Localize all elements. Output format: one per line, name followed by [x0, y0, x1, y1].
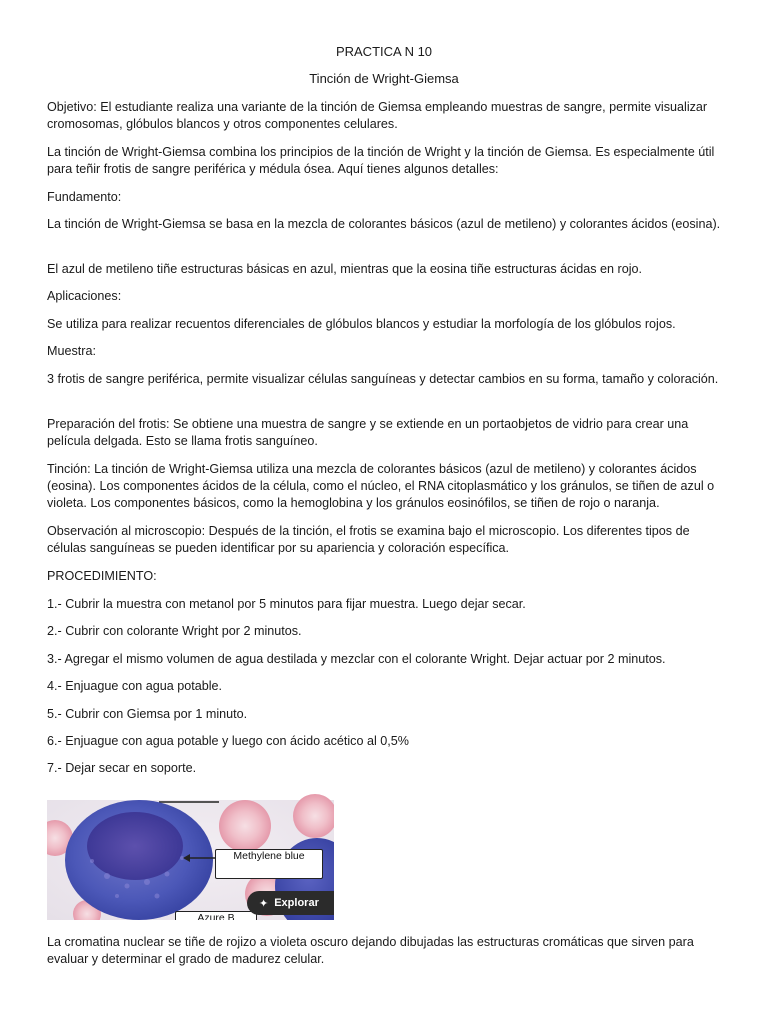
step-2: 2.- Cubrir con colorante Wright por 2 minutos.	[47, 624, 302, 638]
paragraph-fundamento: La tinción de Wright-Giemsa se basa en la mezcla de colorantes básicos (azul de metileno) y colorantes ácidos (eosina).	[47, 217, 721, 231]
step-5: 5.- Cubrir con Giemsa por 1 minuto.	[47, 707, 248, 721]
paragraph-observacion: Observación al microscopio: Después de la tinción, el frotis se examina bajo el microscopio. Los diferentes tipos de células sanguíneas se pueden identificar por su apariencia y coloración específica.	[47, 524, 690, 555]
step-3: 3.- Agregar el mismo volumen de agua destilada y mezclar con el colorante Wright. Dejar actuar por 2 minutos.	[47, 652, 666, 666]
document-subtitle: Tinción de Wright-Giemsa	[309, 71, 459, 86]
heading-fundamento: Fundamento:	[47, 190, 122, 204]
heading-muestra: Muestra:	[47, 344, 96, 358]
sparkle-icon: ✦	[259, 897, 269, 910]
paragraph-objetivo: Objetivo: El estudiante realiza una variante de la tinción de Giemsa empleando muestras de sangre, permite visualizar cromosomas, glóbulos blancos y otros componentes celulares.	[47, 100, 708, 131]
paragraph-tincion: Tinción: La tinción de Wright-Giemsa utiliza una mezcla de colorantes básicos (azul de metileno) y colorantes ácidos (eosina). Los componentes ácidos de la célula, como el núcleo, el RNA citoplasmático y los gránulos, se tiñen de azul o violeta. Los componentes básicos, como la hemoglobina y los gránulos eosinófilos, se tiñen de rojo o naranja.	[47, 462, 715, 510]
paragraph-muestra: 3 frotis de sangre periférica, permite visualizar células sanguíneas y detectar cambios en su forma, tamaño y coloración.	[47, 372, 719, 386]
paragraph-aplicaciones: Se utiliza para realizar recuentos diferenciales de glóbulos blancos y estudiar la morfología de los glóbulos rojos.	[47, 317, 676, 331]
step-1: 1.- Cubrir la muestra con metanol por 5 minutos para fijar muestra. Luego dejar secar.	[47, 597, 526, 611]
document-title: PRACTICA N 10	[335, 44, 433, 59]
heading-aplicaciones: Aplicaciones:	[47, 289, 122, 303]
heading-procedimiento: PROCEDIMIENTO:	[47, 569, 157, 583]
label-methylene-blue: Methylene blue	[215, 849, 323, 879]
explore-button[interactable]	[247, 891, 334, 915]
explore-button-label: Explorar	[274, 897, 319, 909]
label-azure-b: Azure B	[175, 911, 257, 920]
paragraph-azul-metileno: El azul de metileno tiñe estructuras básicas en azul, mientras que la eosina tiñe estructuras ácidas en rojo.	[47, 262, 643, 276]
step-6: 6.- Enjuague con agua potable y luego con ácido acético al 0,5%	[47, 734, 409, 748]
step-7: 7.- Dejar secar en soporte.	[47, 761, 197, 775]
paragraph-preparacion: Preparación del frotis: Se obtiene una muestra de sangre y se extiende en un portaobjetos de vidrio para crear una película delgada. Esto se llama frotis sanguíneo.	[47, 417, 689, 448]
step-4: 4.- Enjuague con agua potable.	[47, 679, 223, 693]
paragraph-closing: La cromatina nuclear se tiñe de rojizo a violeta oscuro dejando dibujadas las estructuras cromáticas que sirven para evaluar y determinar el grado de madurez celular.	[47, 935, 694, 966]
micrograph-figure	[47, 786, 334, 920]
paragraph-intro: La tinción de Wright-Giemsa combina los principios de la tinción de Wright y la tinción de Giemsa. Es especialmente útil para teñir frotis de sangre periférica y médula ósea. Aquí tienes algunos detalles:	[47, 145, 715, 176]
